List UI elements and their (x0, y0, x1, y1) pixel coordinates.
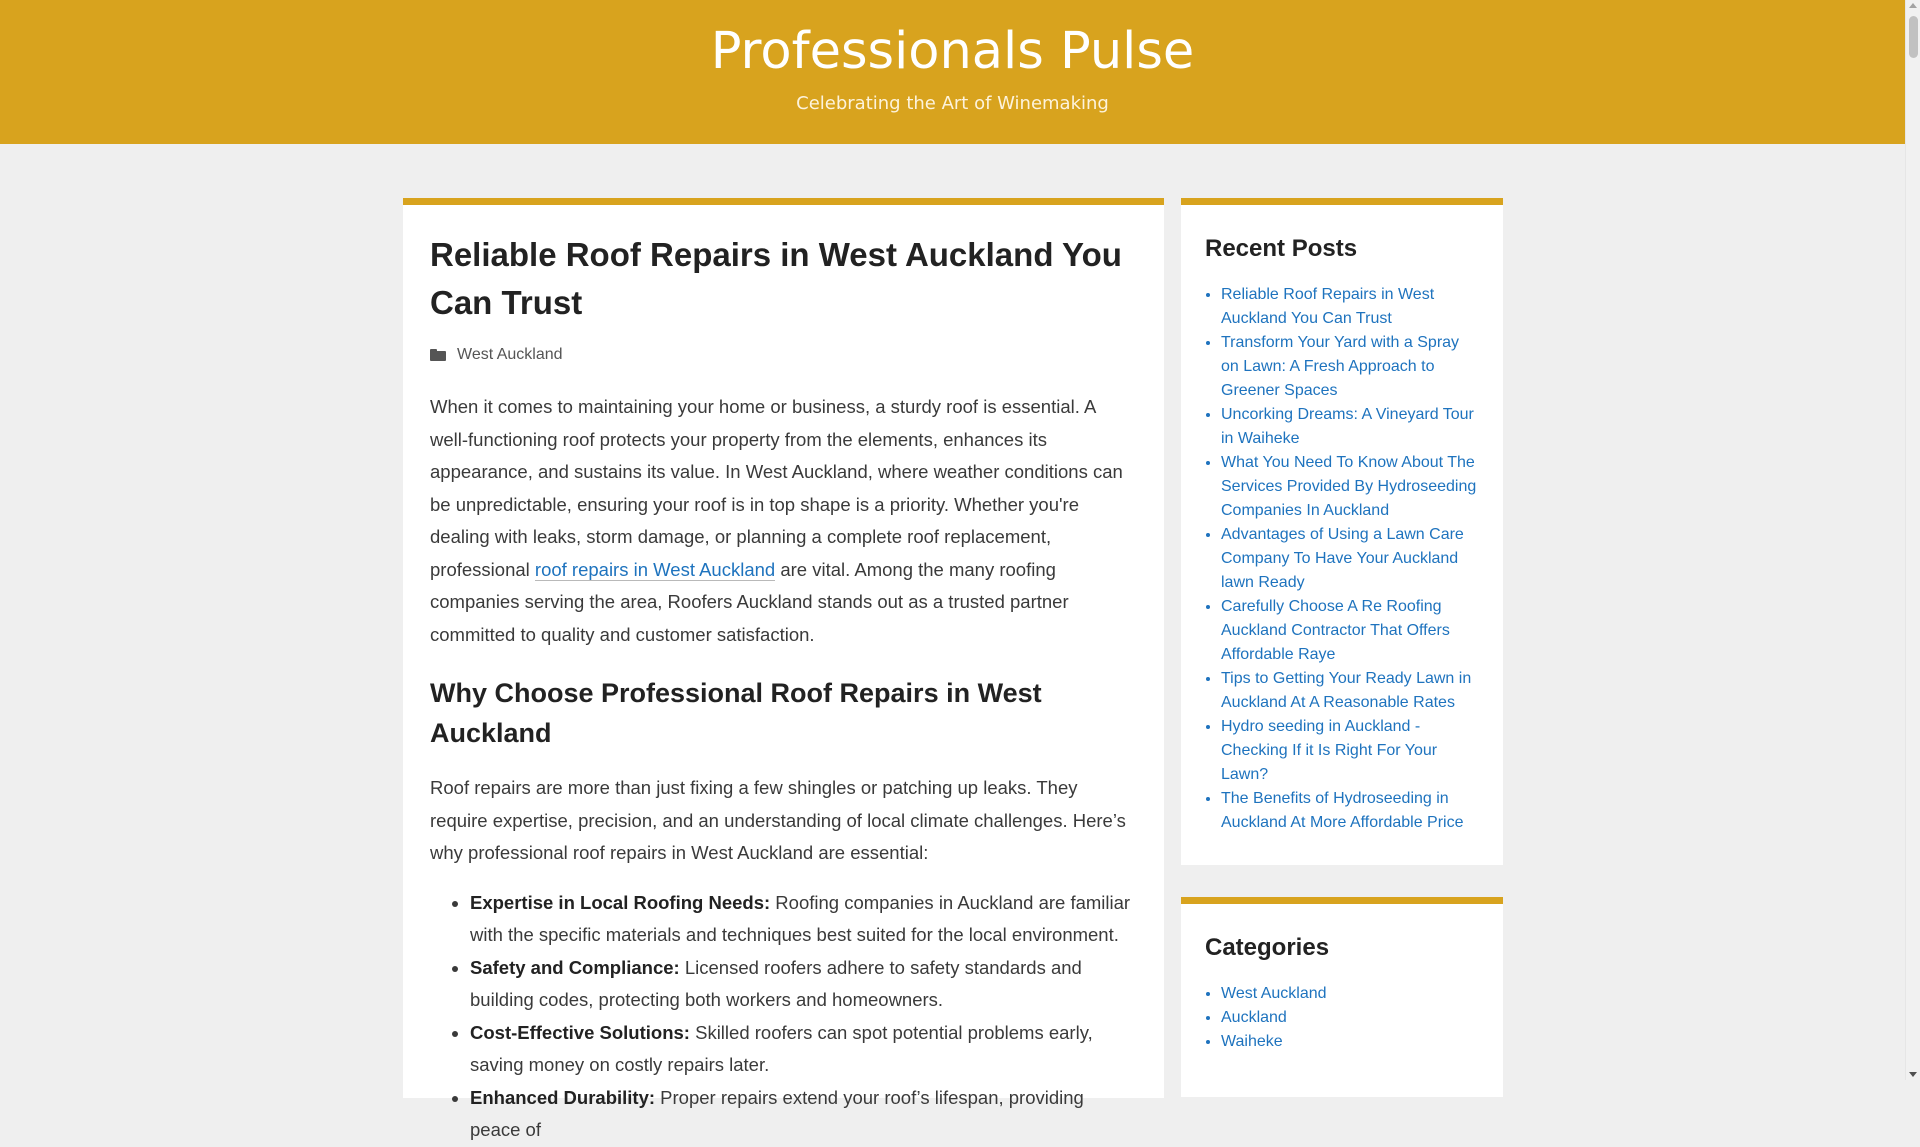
recent-post-link[interactable]: Hydro seeding in Auckland - Checking If it Is Right For Your Lawn? (1221, 718, 1438, 783)
article-title: Reliable Roof Repairs in West Auckland You Can Trust (430, 236, 1122, 321)
scroll-up-arrow-icon[interactable] (1909, 3, 1917, 8)
list-item-text: Skilled roofers can spot potential problems early, saving money on costly repairs later. (470, 1021, 1093, 1075)
recent-posts-widget (1181, 198, 1503, 865)
list-item (470, 1017, 1137, 1082)
list-item (1221, 595, 1479, 667)
scrollbar-thumb[interactable] (1909, 16, 1918, 58)
intro-text-end: are vital. Among the many roofing companies serving the area, Roofers Auckland stands out as a trusted partner committed to quality and customer satisfaction. (430, 558, 1069, 645)
recent-posts-list (1221, 283, 1479, 835)
recent-posts-title: Recent Posts (1205, 235, 1358, 262)
list-item (1221, 523, 1479, 595)
category-link[interactable]: West Auckland (457, 346, 563, 363)
list-item-bold: Expertise in Local Roofing Needs: (470, 891, 771, 913)
list-item-bold: Cost-Effective Solutions: (470, 1021, 690, 1043)
list-item-text: Licensed roofers adhere to safety standards and building codes, protecting both workers and homeowners. (470, 956, 1082, 1010)
list-item (470, 887, 1137, 952)
list-item-text: Proper repairs extend your roof’s lifespan, providing peace of (470, 1086, 1084, 1140)
list-item-bold: Safety and Compliance: (470, 956, 680, 978)
recent-post-link[interactable]: The Benefits of Hydroseeding in Auckland At More Affordable Price (1221, 790, 1464, 831)
recent-post-link[interactable]: Transform Your Yard with a Spray on Lawn: A Fresh Approach to Greener Spaces (1221, 334, 1460, 399)
list-item (1221, 1006, 1479, 1030)
intro-text-start: When it comes to maintaining your home or business, a sturdy roof is essential. A well-functioning roof protects your property from the elements, enhances its appearance, and sustains its value. In West Auckland, where weather conditions can be unpredictable, ensuring your roof is in top shape is a priority. Whether you're dealing with leaks, storm damage, or planning a complete roof replacement, professional (430, 396, 1123, 580)
categories-title: Categories (1205, 934, 1330, 961)
list-item (1221, 403, 1479, 451)
list-item (1221, 1030, 1479, 1054)
category-link-waiheke[interactable]: Waiheke (1221, 1033, 1283, 1050)
list-item (1221, 787, 1479, 835)
list-item (1221, 715, 1479, 787)
site-title-link[interactable]: Professionals Pulse (710, 22, 1195, 81)
folder-icon (430, 349, 446, 361)
list-item (1221, 982, 1479, 1006)
category-meta (430, 343, 1137, 367)
list-item (1221, 451, 1479, 523)
recent-post-link[interactable]: Advantages of Using a Lawn Care Company To Have Your Auckland lawn Ready (1221, 526, 1464, 591)
intro-paragraph (430, 391, 1137, 651)
category-link-west-auckland[interactable]: West Auckland (1221, 985, 1327, 1002)
roof-repairs-link[interactable]: roof repairs in West Auckland (534, 558, 776, 580)
recent-post-link[interactable]: What You Need To Know About The Services Provided By Hydroseeding Companies In Auckland (1221, 454, 1477, 519)
section-heading: Why Choose Professional Roof Repairs in West Auckland (430, 678, 1042, 748)
list-item (1221, 283, 1479, 331)
benefits-list (470, 887, 1137, 1147)
article-card (403, 198, 1164, 1140)
category-link-auckland[interactable]: Auckland (1221, 1009, 1287, 1026)
recent-post-link[interactable]: Reliable Roof Repairs in West Auckland You Can Trust (1221, 286, 1435, 327)
site-header (0, 0, 1905, 144)
categories-list (1221, 982, 1479, 1054)
recent-post-link[interactable]: Carefully Choose A Re Roofing Auckland Contractor That Offers Affordable Raye (1221, 598, 1450, 663)
vertical-scrollbar[interactable] (1905, 0, 1920, 1080)
list-item (470, 1082, 1137, 1147)
list-item (470, 952, 1137, 1017)
list-item (1221, 331, 1479, 403)
scroll-down-arrow-icon[interactable] (1909, 1072, 1917, 1077)
list-item-bold: Enhanced Durability: (470, 1086, 656, 1108)
article-content (430, 391, 1137, 1147)
section-paragraph: Roof repairs are more than just fixing a few shingles or patching up leaks. They require expertise, precision, and an understanding of local climate challenges. Here’s why professional roof repairs in West Auckland are essential: (430, 777, 1126, 863)
recent-post-link[interactable]: Tips to Getting Your Ready Lawn in Auckland At A Reasonable Rates (1221, 670, 1472, 711)
categories-widget (1181, 897, 1503, 1097)
site-tagline: Celebrating the Art of Winemaking (796, 93, 1109, 114)
list-item-text: Roofing companies in Auckland are familiar with the specific materials and techniques best suited for the local environment. (470, 891, 1131, 945)
list-item (1221, 667, 1479, 715)
recent-post-link[interactable]: Uncorking Dreams: A Vineyard Tour in Waiheke (1221, 406, 1474, 447)
